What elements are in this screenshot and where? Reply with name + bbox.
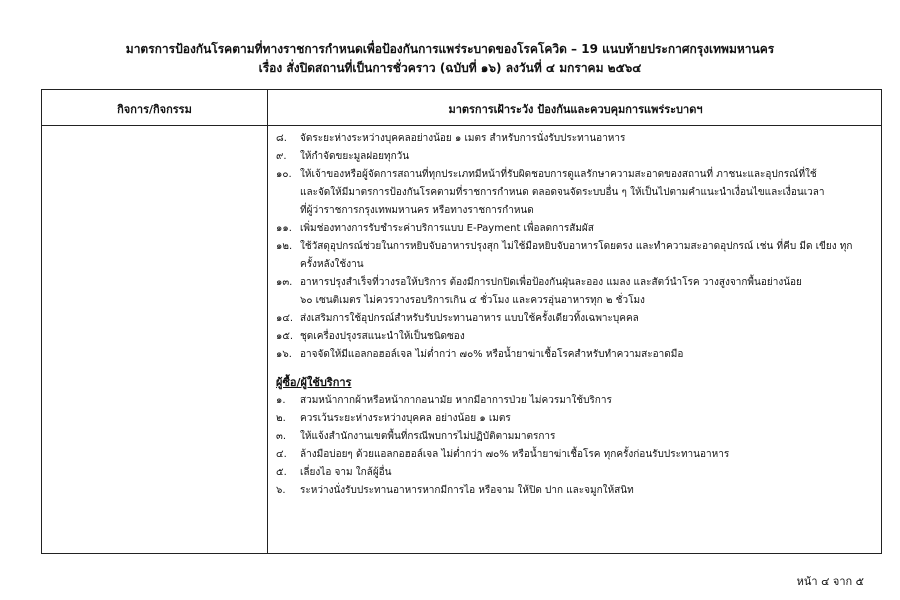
measure-number: ๑๑. xyxy=(276,223,292,234)
measures-list xyxy=(276,130,876,364)
customer-item-number: ๑. xyxy=(276,395,286,406)
measure-text: อาจจัดให้มีแอลกอฮอล์เจล ไม่ต่ำกว่า ๗๐% หรือน้ำยาฆ่าเชื้อโรคสำหรับทำความสะอาดมือ xyxy=(300,349,684,360)
measure-text: จัดระยะห่างระหว่างบุคคลอย่างน้อย ๑ เมตร สำหรับการนั่งรับประทานอาหาร xyxy=(300,133,626,144)
measure-item xyxy=(276,328,876,346)
customer-item xyxy=(276,464,876,482)
customer-item-text: สวมหน้ากากผ้าหรือหน้ากากอนามัย หากมีอาการป่วย ไม่ควรมาใช้บริการ xyxy=(300,395,612,406)
customer-item-text: ให้แจ้งสำนักงานเขตพื้นที่กรณีพบการไม่ปฏิบัติตามมาตรการ xyxy=(300,431,556,442)
customers-section-title: ผู้ซื้อ/ผู้ใช้บริการ xyxy=(276,376,352,389)
measure-text: ส่งเสริมการใช้อุปกรณ์สำหรับรับประทานอาหาร แบบใช้ครั้งเดียวทิ้งเฉพาะบุคคล xyxy=(300,313,639,324)
measure-text: อาหารปรุงสำเร็จที่วางรอให้บริการ ต้องมีการปกปิดเพื่อป้องกันฝุ่นละออง แมลง และสัตว์นำโรค วางสูงจากพื้นอย่างน้อย xyxy=(300,277,802,288)
document-subtitle: เรื่อง สั่งปิดสถานที่เป็นการชั่วคราว (ฉบับที่ ๑๖) ลงวันที่ ๔ มกราคม ๒๕๖๔ xyxy=(258,61,642,75)
customer-item-text: ล้างมือบ่อยๆ ด้วยแอลกอฮอล์เจล ไม่ต่ำกว่า ๗๐% หรือน้ำยาฆ่าเชื้อโรค ทุกครั้งก่อนรับประทานอาหาร xyxy=(300,449,730,460)
measure-text: ให้เจ้าของหรือผู้จัดการสถานที่ทุกประเภทมีหน้าที่รับผิดชอบการดูแลรักษาความสะอาดของสถานที่ ภาชนะและอุปกรณ์ที่ใช้ xyxy=(300,169,817,180)
customers-list xyxy=(276,392,876,500)
column-header-activity: กิจการ/กิจกรรม xyxy=(117,103,192,116)
measure-text-continuation: และจัดให้มีมาตรการป้องกันโรคตามที่ราชการกำหนด ตลอดจนจัดระบบอื่น ๆ ให้เป็นไปตามคำแนะนำเงื่อนไขและเงื่อนเวลา xyxy=(300,187,825,198)
customer-item-text: เลี่ยงไอ จาม ใกล้ผู้อื่น xyxy=(300,467,392,478)
customer-item-number: ๒. xyxy=(276,413,286,424)
measure-text-continuation: ครั้งหลังใช้งาน xyxy=(300,259,364,270)
measure-item xyxy=(276,220,876,238)
measure-number: ๑๔. xyxy=(276,313,294,324)
customer-item xyxy=(276,428,876,446)
measure-text-continuation: ๖๐ เซนติเมตร ไม่ควรวางรอบริการเกิน ๔ ชั่วโมง และควรอุ่นอาหารทุก ๒ ชั่วโมง xyxy=(300,295,645,306)
customer-item xyxy=(276,410,876,428)
measure-number: ๘. xyxy=(276,133,287,144)
customer-item-number: ๕. xyxy=(276,467,287,478)
measure-number: ๙. xyxy=(276,151,287,162)
customer-item xyxy=(276,482,876,500)
measure-text: ให้กำจัดขยะมูลฝอยทุกวัน xyxy=(300,151,410,162)
measure-number: ๑๕. xyxy=(276,331,294,342)
measure-number: ๑๐. xyxy=(276,169,292,180)
customer-item-number: ๓. xyxy=(276,431,287,442)
measure-item xyxy=(276,148,876,166)
measure-item xyxy=(276,310,876,328)
document-title: มาตรการป้องกันโรคตามที่ทางราชการกำหนดเพื่อป้องกันการแพร่ระบาดของโรคโควิด – 19 แนบท้ายประกาศกรุงเทพมหานคร xyxy=(125,42,775,56)
customer-item-number: ๔. xyxy=(276,449,287,460)
measures-table xyxy=(41,89,882,554)
customer-item xyxy=(276,446,876,464)
customer-item-number: ๖. xyxy=(276,485,286,496)
measures-cell xyxy=(276,130,876,500)
measure-item xyxy=(276,274,876,292)
measure-number: ๑๒. xyxy=(276,241,293,252)
measure-number: ๑๖. xyxy=(276,349,292,360)
measure-item xyxy=(276,130,876,148)
measure-text-continuation: ที่ผู้ว่าราชการกรุงเทพมหานคร หรือทางราชการกำหนด xyxy=(300,205,534,216)
column-divider xyxy=(267,90,268,553)
measure-item xyxy=(276,238,876,256)
customer-item-text: ระหว่างนั่งรับประทานอาหารหากมีการไอ หรือจาม ให้ปิด ปาก และจมูกให้สนิท xyxy=(300,485,634,496)
measure-text: เพิ่มช่องทางการรับชำระค่าบริการแบบ E-Payment เพื่อลดการสัมผัส xyxy=(300,223,594,234)
table-header-row xyxy=(42,90,881,126)
measure-text: ชุดเครื่องปรุงรสแนะนำให้เป็นชนิดซอง xyxy=(300,331,465,342)
page-number: หน้า ๔ จาก ๕ xyxy=(796,575,864,588)
column-header-measures: มาตรการเฝ้าระวัง ป้องกันและควบคุมการแพร่ระบาดฯ xyxy=(448,103,703,116)
measure-number: ๑๓. xyxy=(276,277,293,288)
measure-text: ใช้วัสดุอุปกรณ์ช่วยในการหยิบจับอาหารปรุงสุก ไม่ใช้มือหยิบจับอาหารโดยตรง และทำความสะอาดอุปกรณ์ เช่น ที่คีบ มีด เขียง ทุก xyxy=(300,241,853,252)
measure-item xyxy=(276,346,876,364)
measure-item xyxy=(276,166,876,184)
customer-item xyxy=(276,392,876,410)
customer-item-text: ควรเว้นระยะห่างระหว่างบุคคล อย่างน้อย ๑ เมตร xyxy=(300,413,511,424)
